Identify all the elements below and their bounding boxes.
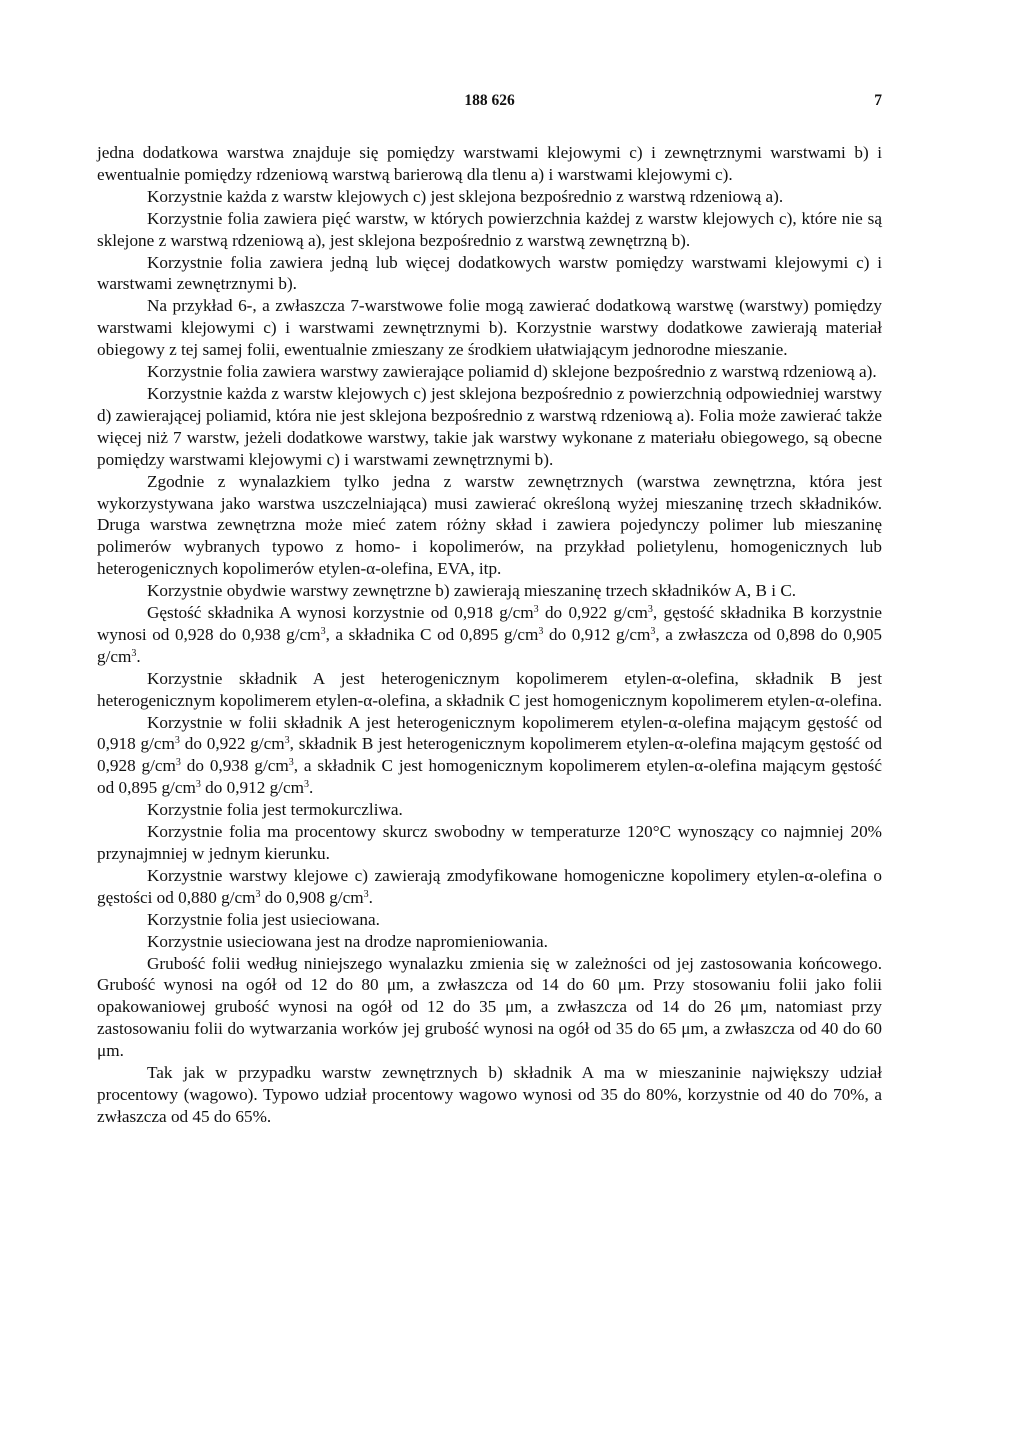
superscript: 3 [131,647,137,659]
text-run: , a składnik C jest homogenicznym kopolimerem etylen-α-olefina mającym gęstość od 0,895 g/cm [97,756,882,798]
text-run: , składnik B jest heterogenicznym kopolimerem etylen-α-olefina mającym gęstość od 0,928 g/cm [97,734,882,776]
text-run: , a zwłaszcza od 0,898 do 0,905 g/cm [97,624,883,666]
paragraph [97,668,882,712]
paragraph [97,931,882,953]
paragraph [97,580,882,602]
text-run: Korzystnie warstwy klejowe c) zawierają zmodyfikowane homogeniczne kopolimery etylen-α-olefina o gęstości od 0,880 g/cm [97,865,882,907]
superscript: 3 [320,625,326,637]
text-run: Korzystnie w folii składnik A jest heterogenicznym kopolimerem etylen-α-olefina mającym gęstość od 0,918 g/cm [97,712,882,754]
text-run: Korzystnie folia zawiera jedną lub więcej dodatkowych warstw pomiędzy warstwami klejowymi c) i warstwami zewnętrznymi b). [97,252,882,294]
text-run: jedna dodatkowa warstwa znajduje się pomiędzy warstwami klejowymi c) i zewnętrznymi warstwami b) i ewentualnie pomiędzy rdzeniową warstwą barierową dla tlenu a) i warstwami klejowymi c). [97,143,882,184]
document-body [97,142,882,1128]
paragraph [97,383,882,471]
superscript: 3 [303,779,309,791]
text-run: do 0,912 g/cm [200,778,304,798]
paragraph [97,821,882,865]
text-run: . [308,778,314,798]
paragraph [97,295,882,361]
paragraph [97,252,882,296]
text-run: Na przykład 6-, a zwłaszcza 7-warstwowe folie mogą zawierać dodatkową warstwę (warstwy) pomiędzy warstwami klejowymi c) i warstwami zewnętrznymi b). Korzystnie warstwy dodatkowe zawierają materiał obiegowy z tej samej folii, ewentualnie zmieszany ze środkiem ułatwiającym jednorodne mieszanie. [97,296,882,360]
text-run: Zgodnie z wynalazkiem tylko jedna z warstw zewnętrznych (warstwa zewnętrzna, która jest wykorzystywana jako warstwa uszczelniająca) musi zawierać określoną wyżej mieszaninę trzech składników. Druga warstwa zewnętrzna może mieć zatem różny skład i zawiera pojedynczy polimer lub mieszaninę polimerów wybranych typowo z homo- i kopolimerów, na przykład polietylenu, homogenicznych lub heterogenicznych kopolimerów etylen-α-olefina, EVA, itp. [97,471,882,579]
superscript: 3 [175,757,181,769]
text-run: Korzystnie folia zawiera pięć warstw, w których powierzchnia każdej z warstw klejowych c), które nie są sklejone z warstwą rdzeniową a), jest sklejona bezpośrednio z warstwą zewnętrzną b). [97,208,882,250]
text-run: . [136,646,141,666]
paragraph [97,1062,882,1128]
text-run: Korzystnie folia jest termokurczliwa. [147,800,403,820]
publication-number: 188 626 [464,92,515,109]
paragraph [97,208,882,252]
paragraph [97,712,882,800]
superscript: 3 [195,779,201,791]
page-header [97,92,882,116]
paragraph [97,142,882,186]
text-run: Korzystnie folia zawiera warstwy zawierające poliamid d) sklejone bezpośrednio z warstwą rdzeniową a). [147,362,877,382]
text-run: do 0,922 g/cm [179,734,285,754]
text-run: Tak jak w przypadku warstw zewnętrznych b) składnik A ma w mieszaninie największy udział procentowy (wagowo). Typowo udział procentowy wagowo wynosi od 35 do 80%, korzystnie od 40 do 70%, a zwłaszcza od 45 do 65%. [97,1063,882,1126]
superscript: 3 [288,757,294,769]
text-run: do 0,908 g/cm [260,887,364,907]
superscript: 3 [255,888,261,900]
text-run: Korzystnie składnik A jest heterogenicznym kopolimerem etylen-α-olefina, składnik B jest heterogenicznym kopolimerem etylen-α-olefina, a składnik C jest homogenicznym kopolimerem etylen-α-olefina. [97,668,882,710]
paragraph [97,602,882,668]
text-run: do 0,938 g/cm [180,756,289,776]
paragraph [97,471,882,581]
paragraph [97,865,882,909]
text-run: Grubość folii według niniejszego wynalazku zmienia się w zależności od jej zastosowania końcowego. Grubość wynosi na ogół od 12 do 80 μm, a zwłaszcza od 14 do 60 μm. Przy stosowaniu folii jako folii opakowaniowej grubość wynosi na ogół od 12 do 35 μm, a zwłaszcza od 14 do 26 μm, natomiast przy zastosowaniu folii do wytwarzania worków jej grubość wynosi na ogół od 35 do 65 μm, a zwłaszcza od 40 do 60 μm. [97,953,883,1061]
paragraph [97,953,882,1063]
text-run: Korzystnie każda z warstw klejowych c) jest sklejona bezpośrednio z powierzchnią odpowiedniej warstwy d) zawierającej poliamid, która nie jest sklejona bezpośrednio z warstwą rdzeniową a). Folia może zawierać także więcej niż 7 warstw, jeżeli dodatkowe warstwy, takie jak warstwy wykonane z materiału obiegowego, są obecne pomiędzy warstwami klejowymi c) i warstwami zewnętrznymi b). [97,383,882,469]
text-run: Gęstość składnika A wynosi korzystnie od 0,918 g/cm [147,603,534,623]
text-run: . [368,887,373,907]
text-run: , gęstość składnika B korzystnie wynosi od 0,928 do 0,938 g/cm [97,603,882,644]
superscript: 3 [650,625,656,637]
text-run: Korzystnie każda z warstw klejowych c) jest sklejona bezpośrednio z warstwą rdzeniową a). [147,186,784,206]
superscript: 3 [174,735,180,747]
text-run: do 0,922 g/cm [538,603,648,623]
text-run: Korzystnie usieciowana jest na drodze napromieniowania. [147,931,548,951]
text-run: Korzystnie folia ma procentowy skurcz swobodny w temperaturze 120°C wynoszący co najmniej 20% przynajmniej w jednym kierunku. [97,822,882,863]
text-run: , a składnika C od 0,895 g/cm [325,624,539,644]
superscript: 3 [533,604,539,616]
page-number: 7 [874,92,882,109]
superscript: 3 [284,735,290,747]
paragraph [97,361,882,383]
superscript: 3 [538,625,544,637]
paragraph [97,186,882,208]
superscript: 3 [647,604,653,616]
paragraph [97,909,882,931]
superscript: 3 [363,888,369,900]
paragraph [97,799,882,821]
text-run: do 0,912 g/cm [543,624,651,644]
text-run: Korzystnie obydwie warstwy zewnętrzne b) zawierają mieszaninę trzech składników A, B i C. [147,581,797,601]
text-run: Korzystnie folia jest usieciowana. [147,909,380,929]
